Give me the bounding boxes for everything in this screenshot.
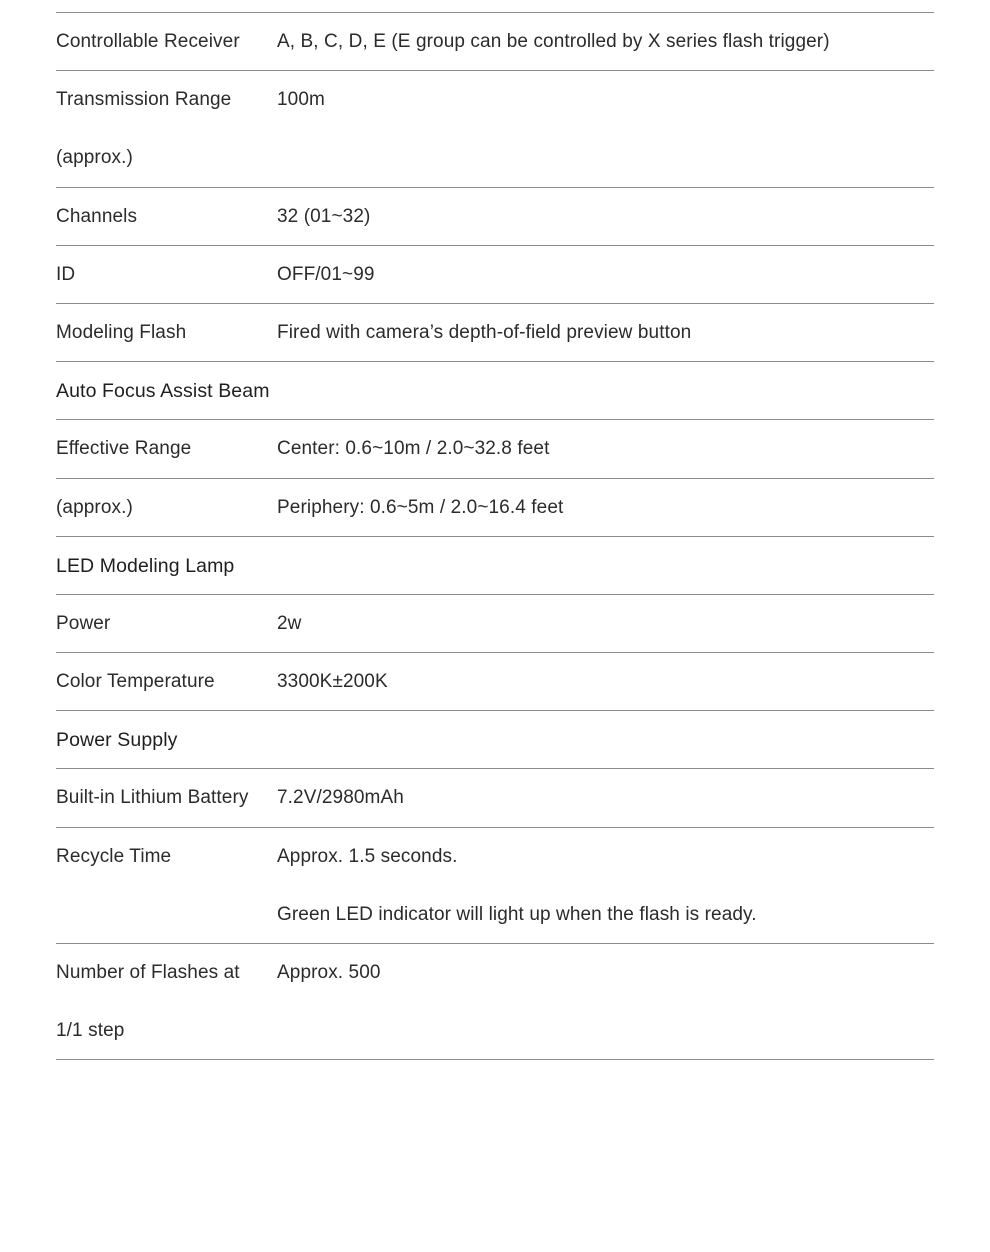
spec-value (277, 71, 934, 186)
spec-label (56, 595, 277, 652)
spec-row-effective-range-periphery (56, 479, 934, 537)
spec-row-controllable-receiver (56, 13, 934, 71)
spec-row-channels (56, 188, 934, 246)
spec-label-line: ID (56, 263, 76, 285)
spec-value (277, 13, 934, 70)
spec-value-line: 3300K±200K (277, 671, 388, 693)
section-heading-text: Power Supply (56, 729, 178, 752)
spec-label (56, 420, 277, 477)
spec-label-line: Channels (56, 205, 138, 227)
spec-label (56, 769, 277, 826)
spec-value (277, 479, 934, 536)
spec-label-line: 1/1 step (56, 1020, 125, 1042)
spec-value-line: 7.2V/2980mAh (277, 787, 404, 809)
section-heading-led-modeling-lamp (56, 537, 934, 595)
spec-value-line: 2w (277, 612, 302, 634)
spec-value-line: Periphery: 0.6~5m / 2.0~16.4 feet (277, 496, 564, 518)
spec-label-line: Color Temperature (56, 671, 215, 693)
spec-value-line: Green LED indicator will light up when the flash is ready. (277, 903, 757, 925)
spec-value-line: Approx. 1.5 seconds. (277, 845, 458, 867)
spec-value-line: Fired with camera’s depth-of-field preview button (277, 321, 692, 343)
spec-row-id (56, 246, 934, 304)
spec-row-built-in-lithium-battery (56, 769, 934, 827)
spec-value (277, 420, 934, 477)
section-heading-power-supply (56, 711, 934, 769)
spec-table (56, 12, 934, 1060)
spec-label (56, 653, 277, 710)
spec-label-line: Effective Range (56, 438, 192, 460)
spec-label-line: Modeling Flash (56, 321, 187, 343)
spec-value-line: OFF/01~99 (277, 263, 375, 285)
spec-value (277, 246, 934, 303)
spec-row-number-of-flashes (56, 944, 934, 1060)
spec-label-line: (approx.) (56, 147, 133, 169)
spec-label (56, 13, 277, 70)
spec-row-modeling-flash (56, 304, 934, 362)
spec-value-line: 32 (01~32) (277, 205, 371, 227)
spec-value (277, 944, 934, 1059)
spec-label-line: Recycle Time (56, 845, 172, 867)
spec-value-line: Approx. 500 (277, 962, 381, 984)
spec-row-transmission-range (56, 71, 934, 187)
spec-label-line: Transmission Range (56, 89, 232, 111)
spec-label-line: (approx.) (56, 496, 133, 518)
spec-row-power (56, 595, 934, 653)
spec-value (277, 828, 934, 943)
spec-label-line: Built-in Lithium Battery (56, 787, 249, 809)
spec-label-line: Controllable Receiver (56, 31, 240, 52)
spec-label-line: Power (56, 612, 111, 634)
section-heading (56, 362, 277, 419)
section-heading (56, 711, 277, 768)
spec-label (56, 944, 277, 1059)
spec-value (277, 769, 934, 826)
spec-row-color-temperature (56, 653, 934, 711)
spec-value (277, 595, 934, 652)
section-heading-auto-focus-assist-beam (56, 362, 934, 420)
spec-value-line: Center: 0.6~10m / 2.0~32.8 feet (277, 438, 550, 460)
spec-row-effective-range (56, 420, 934, 478)
section-heading-text: LED Modeling Lamp (56, 554, 235, 577)
spec-label (56, 188, 277, 245)
spec-label (56, 304, 277, 361)
spec-value (277, 304, 934, 361)
spec-label (56, 246, 277, 303)
spec-label (56, 479, 277, 536)
spec-value (277, 188, 934, 245)
spec-value-line: 100m (277, 89, 325, 111)
section-heading (56, 537, 277, 594)
spec-label (56, 71, 277, 186)
spec-row-recycle-time (56, 828, 934, 944)
spec-value (277, 653, 934, 710)
spec-label-line: Number of Flashes at (56, 962, 240, 984)
section-heading-text: Auto Focus Assist Beam (56, 380, 270, 403)
spec-label (56, 828, 277, 943)
spec-value-line: A, B, C, D, E (E group can be controlled by X series flash trigger) (277, 31, 830, 52)
